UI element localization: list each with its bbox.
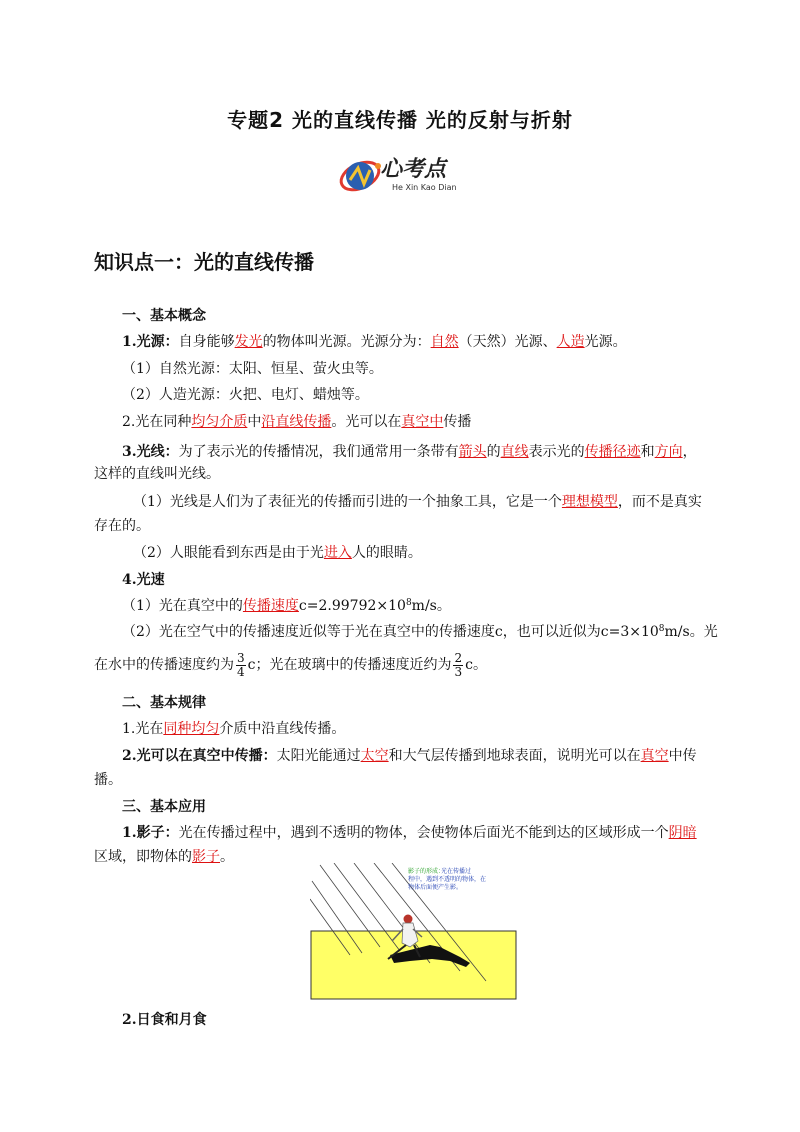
paragraph-law-vacuum: 2.光可以在真空中传播：太阳光能通过太空和大气层传播到地球表面，说明光可以在真空中传	[122, 748, 697, 764]
figure-text-2: 程中，遇到不透明的物体，在	[408, 877, 487, 883]
logo-text: 心考点	[380, 156, 447, 182]
paragraph-shadow-cont: 区域，即物体的影子。	[94, 849, 234, 865]
figure-text-3: 物体后面便产生影。	[408, 885, 463, 891]
answer-blank: 太空	[360, 748, 389, 764]
paragraph-light-ray-cont: 这样的直线叫光线。	[94, 466, 220, 482]
figure-text-1: 光在传播过	[441, 869, 472, 875]
answer-blank: 影子	[192, 849, 220, 865]
fraction-three-quarters: $\frac{3}{4}$	[237, 650, 245, 679]
shadow-diagram	[310, 863, 517, 1000]
paragraph-air-speed: （2）光在空气中的传播速度近似等于光在真空中的传播速度c，也可以近似为$c=3\times 10^8m/s$。光	[122, 624, 718, 640]
subheading-eclipse: 2.日食和月食	[122, 1012, 207, 1028]
paragraph-ideal-model: （1）光线是人们为了表征光的传播而引进的一个抽象工具，它是一个理想模型，而不是真实	[133, 494, 702, 510]
subsection-title-1: 一、基本概念	[122, 308, 206, 324]
paragraph-shadow: 1.影子：光在传播过程中，遇到不透明的物体，会使物体后面光不能到达的区域形成一个阴暗	[122, 825, 697, 841]
answer-blank: 均匀介质	[191, 414, 248, 430]
answer-blank: 自然	[430, 334, 459, 350]
section-heading: 知识点一：光的直线传播	[94, 250, 314, 274]
player-head	[404, 915, 413, 924]
answer-blank: 箭头	[458, 444, 487, 460]
paragraph-law-straight: 1.光在同种均匀介质中沿直线传播。	[122, 721, 346, 737]
paragraph-vacuum-speed: （1）光在真空中的传播速度$c=2.99792\times 10^8m/s$。	[122, 598, 451, 614]
answer-blank: 真空	[640, 748, 669, 764]
answer-blank: 沿直线传播	[261, 414, 332, 430]
paragraph-ideal-model-cont: 存在的。	[94, 518, 150, 534]
answer-blank: 方向	[654, 444, 683, 460]
answer-blank: 人造	[556, 334, 585, 350]
paragraph-straight-propagation: 2.光在同种均匀介质中沿直线传播。光可以在真空中传播	[122, 414, 472, 430]
answer-blank: 进入	[323, 545, 352, 561]
subsection-title-3: 三、基本应用	[122, 799, 206, 815]
fraction-two-thirds: $\frac{2}{3}$	[454, 650, 463, 679]
paragraph-light-source: 1.光源：自身能够发光的物体叫光源。光源分为：自然（天然）光源、人造光源。	[122, 334, 627, 350]
answer-blank: 传播径迹	[584, 444, 641, 460]
paragraph-water-glass-speed: 在水中的传播速度约为 $\frac{3}{4}$ c；光在玻璃中的传播速度近约为 $\frac{2}{3}$ c。	[94, 650, 487, 679]
answer-blank: 真空中	[401, 414, 444, 430]
figure-caption: 影子的形成：	[408, 869, 445, 875]
paragraph-light-ray: 3.光线：为了表示光的传播情况，我们通常用一条带有箭头的直线表示光的传播径迹和方向，	[122, 444, 697, 460]
paragraph-law-vacuum-cont: 播。	[94, 772, 122, 788]
paragraph-artificial-sources: （2）人造光源：火把、电灯、蜡烛等。	[122, 387, 369, 403]
paragraph-eye: （2）人眼能看到东西是由于光进入人的眼睛。	[133, 545, 422, 561]
answer-blank: 传播速度	[242, 598, 299, 614]
answer-blank: 同种均匀	[163, 721, 220, 737]
subsection-title-2: 二、基本规律	[122, 695, 206, 711]
answer-blank: 发光	[234, 334, 263, 350]
document-title: 专题2 光的直线传播 光的反射与折射	[227, 108, 573, 132]
paragraph-natural-sources: （1）自然光源：太阳、恒星、萤火虫等。	[122, 361, 383, 377]
shadow-illustration	[310, 863, 517, 1000]
logo	[338, 148, 462, 204]
answer-blank: 阴暗	[668, 825, 697, 841]
logo-subtitle: He Xin Kao Dian	[392, 183, 457, 192]
subheading-speed-of-light: 4.光速	[122, 572, 165, 588]
answer-blank: 直线	[500, 444, 529, 460]
answer-blank: 理想模型	[561, 494, 618, 510]
